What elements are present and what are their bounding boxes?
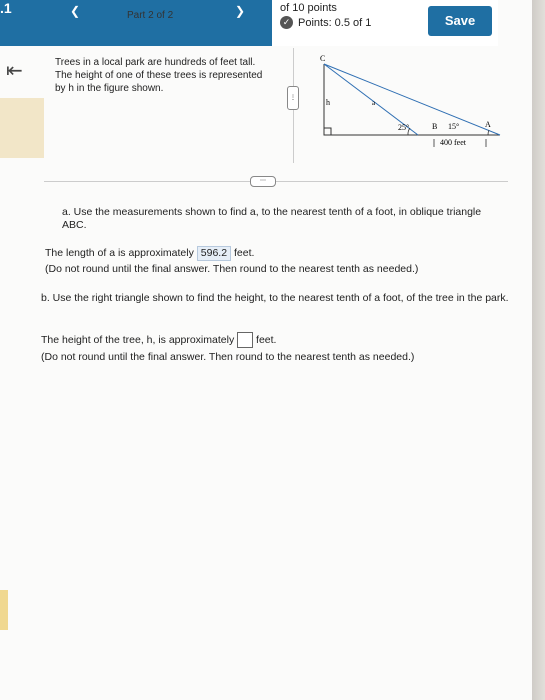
problem-statement: Trees in a local park are hundreds of feet tall. The height of one of these trees is represented by h in the figure shown. bbox=[55, 57, 263, 94]
check-icon: ✓ bbox=[280, 16, 293, 29]
part-b-answer-suffix: feet. bbox=[256, 333, 277, 346]
part-a-answer-suffix: feet. bbox=[233, 247, 255, 259]
right-angle-mark bbox=[324, 128, 331, 135]
height-answer-input[interactable] bbox=[237, 332, 253, 348]
part-label: Part 2 of 2 bbox=[127, 10, 174, 21]
triangle-figure bbox=[300, 50, 510, 160]
label-h: h bbox=[326, 98, 330, 107]
chevron-right-icon[interactable]: ❯ bbox=[235, 4, 246, 18]
part-b-note: (Do not round until the final answer. Then round to the nearest tenth as needed.) bbox=[41, 351, 415, 363]
pane-resize-handle[interactable]: ⋮ bbox=[287, 86, 299, 110]
chevron-left-icon[interactable]: ❮ bbox=[70, 4, 81, 18]
header-bar bbox=[0, 0, 498, 46]
label-a-vertex: A bbox=[485, 120, 491, 129]
hypotenuse-ca bbox=[324, 64, 500, 135]
back-arrow-icon[interactable]: ⇤ bbox=[6, 60, 23, 82]
left-marker-strip bbox=[0, 590, 8, 630]
part-b-prompt: b. Use the right triangle shown to find the height, to the nearest tenth of a foot, of the tree in the park. bbox=[41, 292, 509, 304]
label-b: B bbox=[432, 122, 438, 131]
label-a-side: a bbox=[372, 99, 376, 107]
part-a-answer-value[interactable]: 596.2 bbox=[197, 246, 231, 261]
screen-edge bbox=[532, 0, 545, 700]
points-label: Points: 0.5 of 1 bbox=[298, 17, 372, 29]
part-b-answer-line bbox=[41, 332, 511, 348]
label-c: C bbox=[320, 54, 326, 63]
pane-divider-horizontal bbox=[44, 181, 508, 182]
pane-expand-handle[interactable]: ⋯ bbox=[250, 176, 276, 187]
distance-label: 400 feet bbox=[440, 138, 466, 147]
part-b-answer-prefix: The height of the tree, h, is approximately bbox=[41, 333, 235, 346]
question-number: .1 bbox=[0, 0, 12, 16]
score-line: of 10 points bbox=[280, 2, 337, 14]
part-a-prompt: a. Use the measurements shown to find a, to the nearest tenth of a foot, in oblique triangle ABC. bbox=[62, 206, 482, 231]
save-button[interactable]: Save bbox=[428, 6, 492, 36]
angle-b-value: 25° bbox=[398, 123, 410, 132]
left-highlight-strip bbox=[0, 98, 44, 158]
part-a-note: (Do not round until the final answer. Then round to the nearest tenth as needed.) bbox=[45, 263, 419, 275]
angle-a-value: 15° bbox=[448, 122, 460, 131]
part-a-answer-prefix: The length of a is approximately bbox=[45, 247, 194, 259]
part-a-answer-line bbox=[45, 246, 505, 261]
